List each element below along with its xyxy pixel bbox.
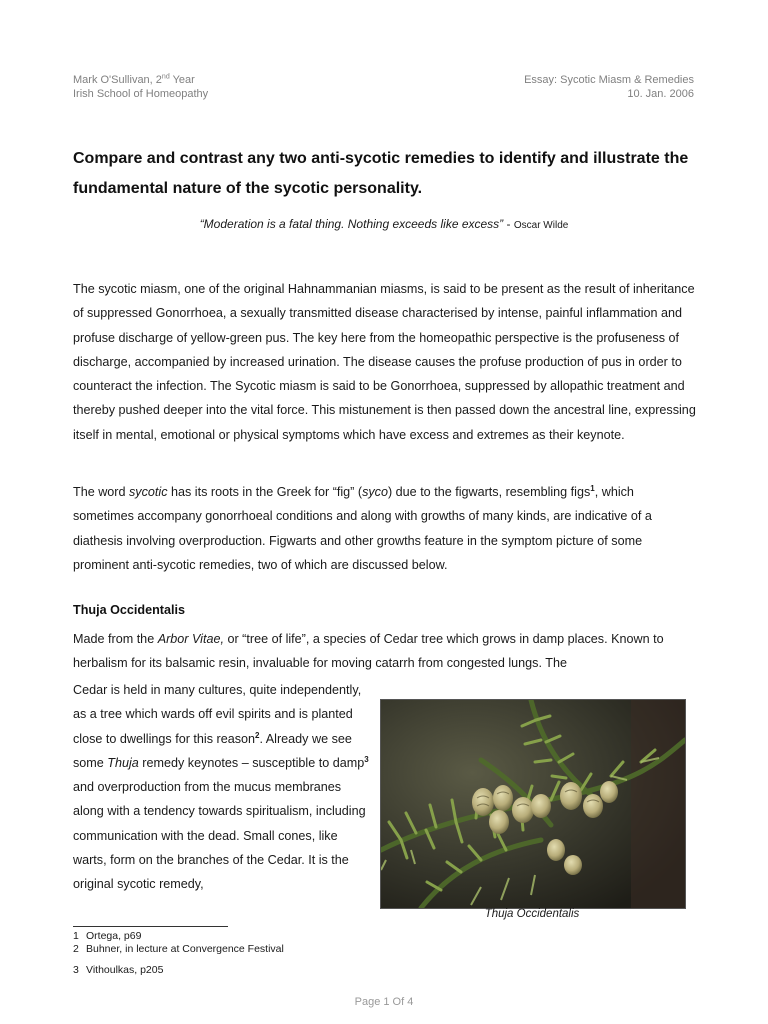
quote-author: Oscar Wilde xyxy=(513,220,569,231)
page-number: Page 1 Of 4 xyxy=(354,996,414,1008)
paragraph-1: The sycotic miasm, one of the original Hahnammanian miasms, is said to be present as the result of inheritance of suppressed Gonorrhoea, a sexually transmitted disease characterised by intense, painful inflammation and profuse discharge of yellow-green pus. The key here from the homeopathic perspective is the profuseness of discharge, accompanied by increased urination. The disease causes the profuse production of pus in order to counteract the infection. The Sycotic miasm is said to be Gonorrhoea, suppressed by allopathic treatment and thereby pushed deeper into the vital force. This mistunement is then passed down the ancestral line, expressing itself in mental, emotional or physical symptoms which have excess and extremes as their keynote. xyxy=(73,282,696,442)
essay-title: Essay: Sycotic Miasm & Remedies xyxy=(524,74,694,86)
epigraph-quote: “Moderation is a fatal thing. Nothing exceeds like excess” - Oscar Wilde xyxy=(199,217,569,231)
footnote-ref-1: 1 xyxy=(590,483,595,493)
section-heading: Thuja Occidentalis xyxy=(73,603,185,617)
footnote-3: 3 Vithoulkas, p205 xyxy=(73,964,164,976)
essay-date: 10. Jan. 2006 xyxy=(627,88,694,100)
author-line: Mark O'Sullivan, 2nd Year xyxy=(73,73,195,86)
paragraph-4-wrapped: Cedar is held in many cultures, quite independently, as a tree which wards off evil spirits and is planted close to dwellings for this reason$^2$. Already we see some Thuja remedy keynotes – susceptible to damp$^3$ and overproduction from the mucus membranes along with a tendency towards spiritualism, including communication with the dead. Small cones, like warts, form on the branches of the Cedar. It is the original sycotic remedy, xyxy=(73,683,369,892)
school-name: Irish School of Homeopathy xyxy=(73,88,209,100)
quote-text: “Moderation is a fatal thing. Nothing exceeds like excess” xyxy=(199,217,504,231)
paragraph-2: The word sycotic has its roots in the Greek for “fig” (syco) due to the figwarts, resembling figs$^1$, which sometimes accompany gonorrhoeal conditions and along with growths of many kinds, are indicative of a diathesis involving overproduction. Figwarts and other growths feature in the symptom picture of some prominent anti-sycotic remedies, two of which are discussed below. xyxy=(73,483,652,572)
header-left xyxy=(73,73,208,101)
footnote-ref-3: 3 xyxy=(364,754,369,764)
thuja-photo xyxy=(380,699,686,909)
footnote-divider xyxy=(73,926,228,927)
footnote-1: 1 Ortega, p69 xyxy=(73,930,142,942)
document-title: Compare and contrast any two anti-sycotic remedies to identify and illustrate the fundamental nature of the sycotic personality. xyxy=(73,150,689,197)
footnote-2: 2 Buhner, in lecture at Convergence Festival xyxy=(73,943,284,955)
footnote-ref-2: 2 xyxy=(255,730,260,740)
figure-caption: Thuja Occidentalis xyxy=(484,908,580,920)
thuja-branch-image xyxy=(381,700,685,908)
header-right xyxy=(524,73,694,101)
paragraph-3: Made from the Arbor Vitae, or “tree of life”, a species of Cedar tree which grows in damp places. Known to herbalism for its balsamic resin, invaluable for moving catarrh from congested lungs. The xyxy=(73,632,664,671)
